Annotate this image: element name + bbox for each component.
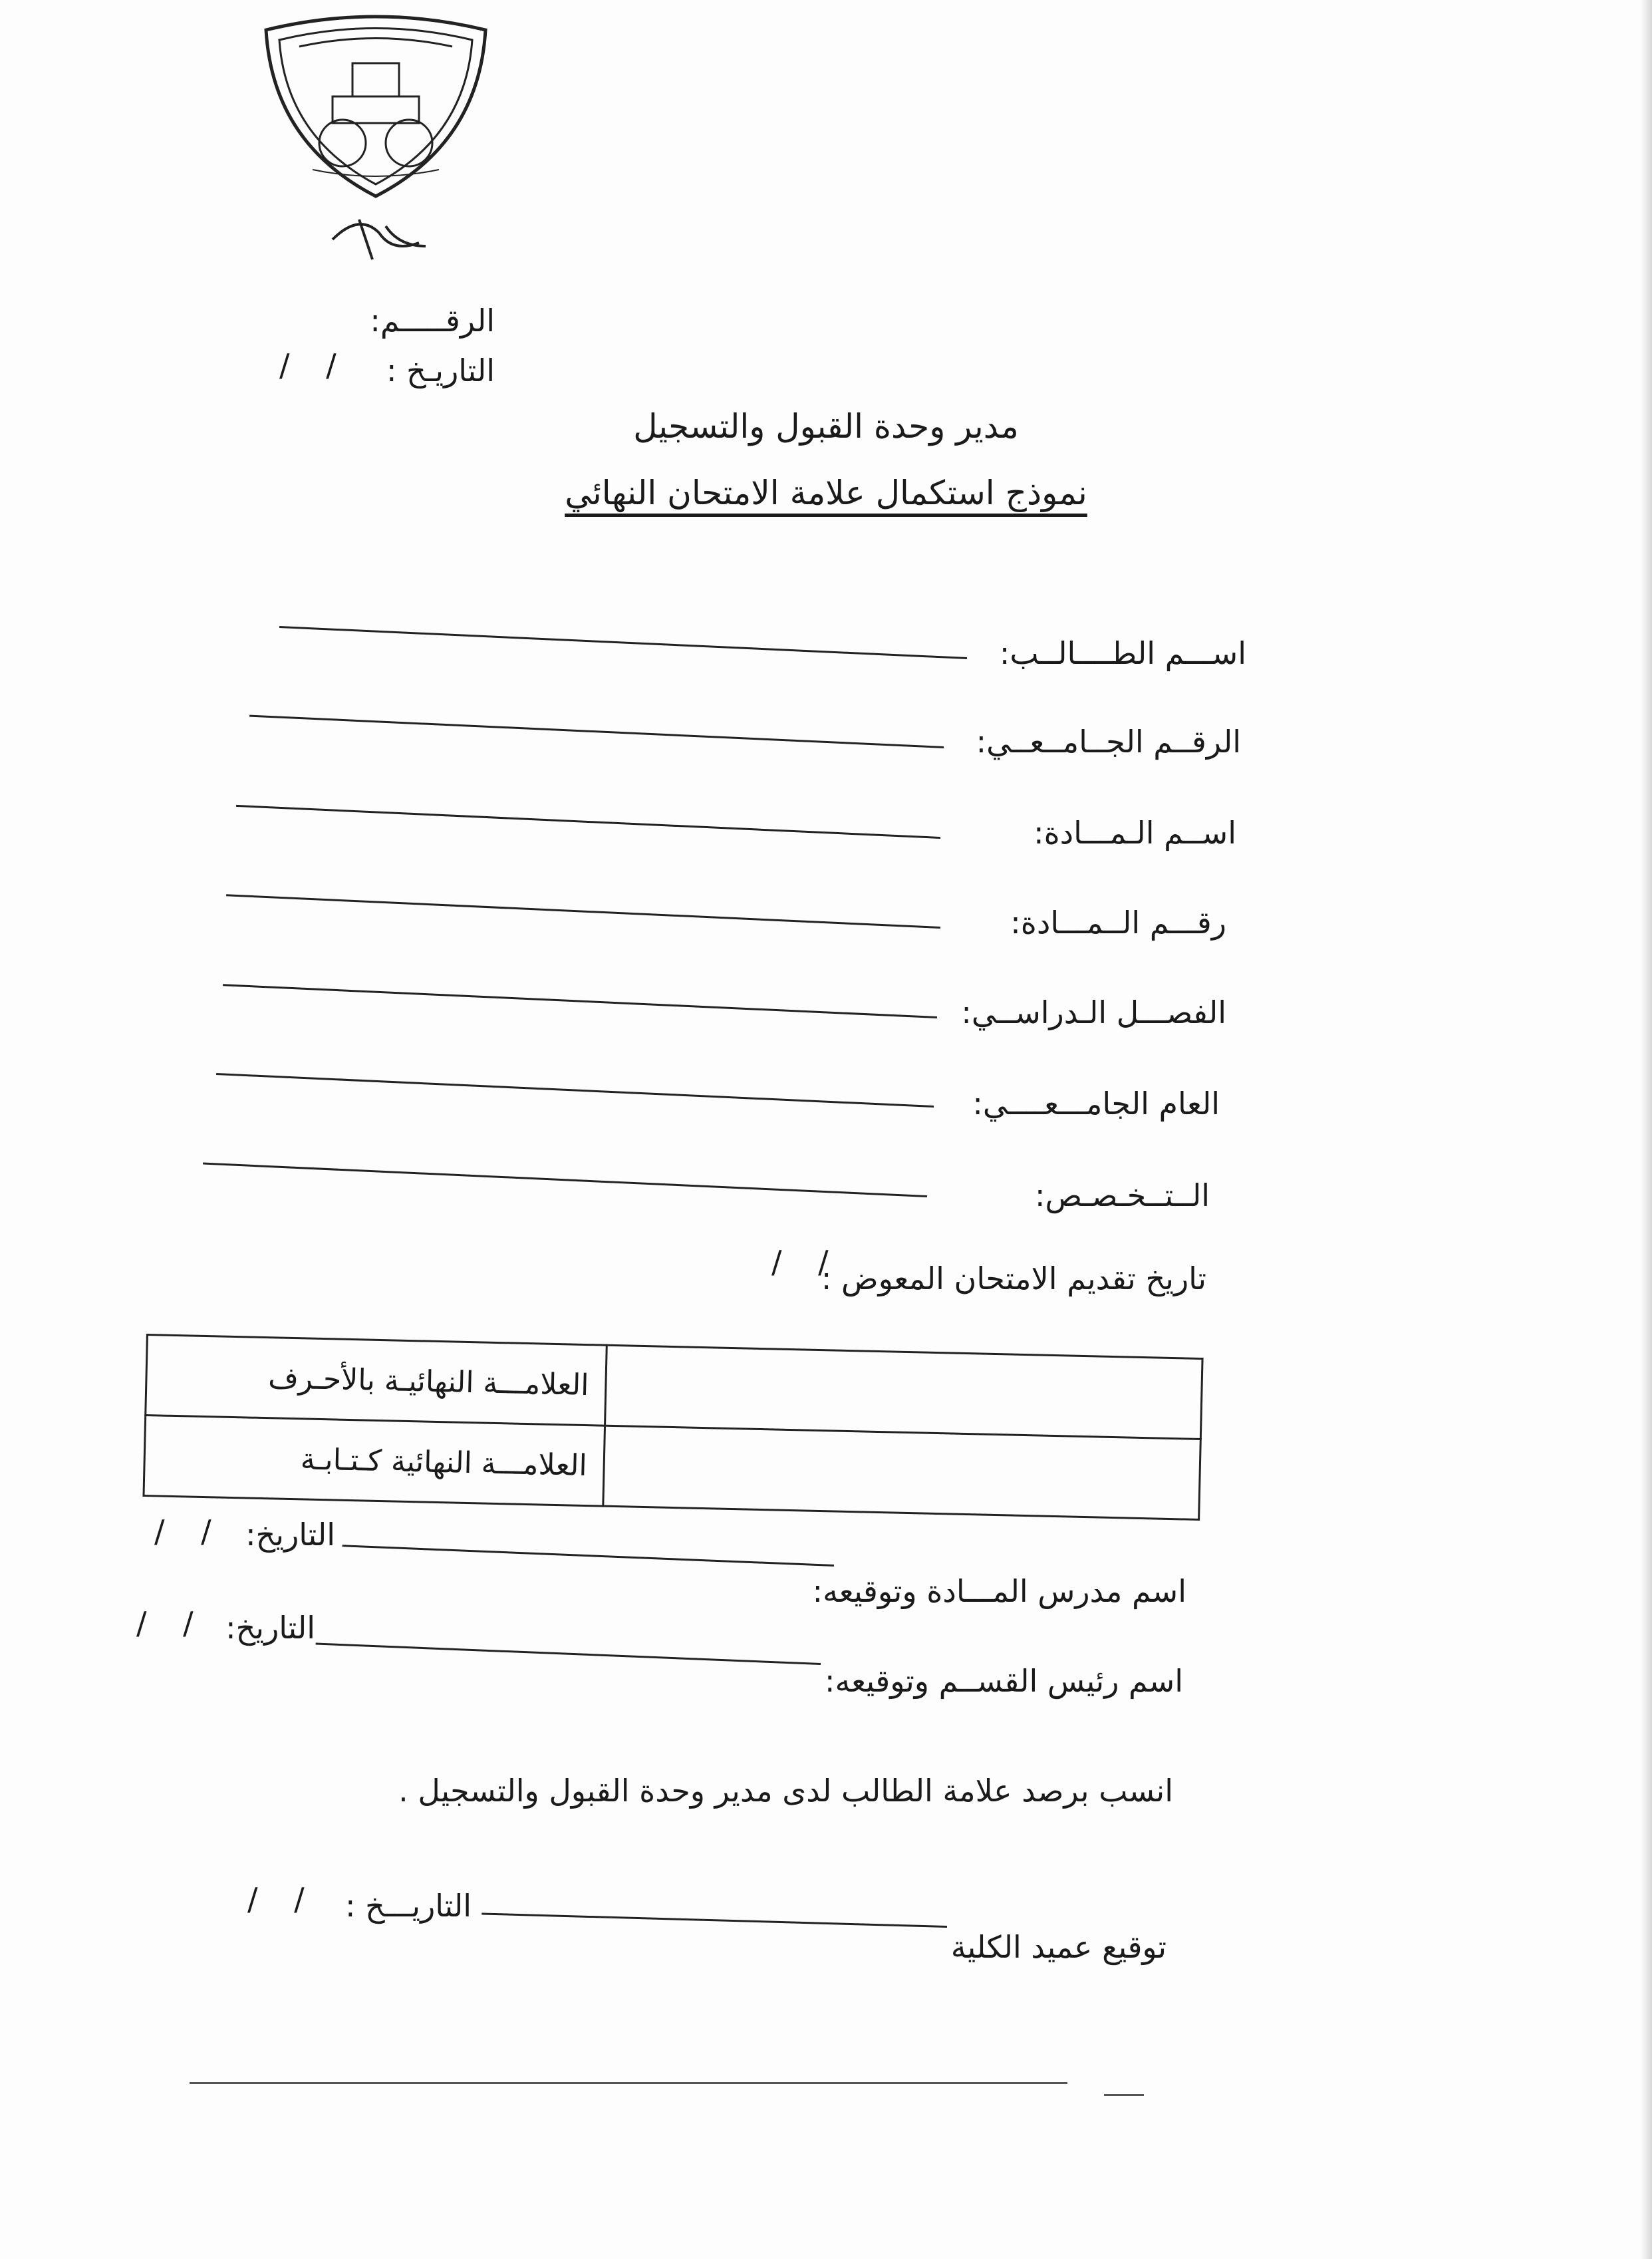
course-name-line[interactable] bbox=[236, 805, 940, 839]
final-mark-letters-cell[interactable] bbox=[605, 1345, 1203, 1439]
teacher-date-label: التاريخ: bbox=[245, 1517, 335, 1553]
head-signature-label: اسم رئيس القســم وتوقيعه: bbox=[824, 1663, 1183, 1699]
dean-date-slashes: / / bbox=[247, 1881, 318, 1917]
course-name-label: اســم الـمـــادة: bbox=[1033, 815, 1236, 851]
course-number-label: رقـــم الــمـــادة: bbox=[1010, 905, 1226, 941]
semester-label: الفصـــل الـدراســي: bbox=[961, 994, 1226, 1030]
recommendation-text: انسب برصد علامة الطالب لدى مدير وحدة القبول والتسجيل . bbox=[398, 1773, 1173, 1809]
specialization-line[interactable] bbox=[203, 1163, 927, 1197]
final-mark-written-cell[interactable] bbox=[603, 1426, 1201, 1519]
dean-date-label: التاريـــخ : bbox=[345, 1888, 472, 1924]
student-id-label: الرقــم الجــامــعــي: bbox=[976, 724, 1241, 760]
student-name-label: اســـم الطــــالــب: bbox=[999, 635, 1246, 671]
academic-year-label: العام الجامـــعــــي: bbox=[972, 1086, 1220, 1122]
teacher-signature-line[interactable] bbox=[343, 1545, 835, 1567]
makeup-exam-date-label: تاريخ تقديم الامتحان المعوض : bbox=[821, 1261, 1206, 1296]
scan-edge-shadow bbox=[1640, 0, 1652, 2259]
head-signature-line[interactable] bbox=[316, 1643, 821, 1665]
footer-divider-short bbox=[1104, 2094, 1144, 2096]
course-number-line[interactable] bbox=[226, 894, 940, 929]
head-date-slashes: / / bbox=[136, 1605, 207, 1641]
handwritten-initial bbox=[319, 206, 432, 266]
footer-divider-line bbox=[190, 2082, 1067, 2084]
reference-number-label: الرقـــــم: bbox=[370, 303, 495, 339]
header-date-label: التاريـخ : bbox=[386, 353, 495, 388]
makeup-exam-date-slashes: / / bbox=[771, 1244, 842, 1280]
student-name-line[interactable] bbox=[279, 626, 967, 659]
semester-line[interactable] bbox=[223, 984, 937, 1018]
addressee-title: مدير وحدة القبول والتسجيل bbox=[633, 407, 1019, 446]
final-mark-written-label: العلامـــة النهائية كـتـابـة bbox=[144, 1416, 605, 1507]
dean-signature-label: توقيع عميد الكلية bbox=[950, 1929, 1167, 1965]
teacher-signature-label: اسم مدرس المـــادة وتوقيعه: bbox=[812, 1573, 1186, 1609]
dean-signature-line[interactable] bbox=[482, 1912, 947, 1928]
specialization-label: الــتــخـصـص: bbox=[1035, 1177, 1210, 1213]
form-title: نموذج استكمال علامة الامتحان النهائي bbox=[565, 474, 1087, 512]
student-id-line[interactable] bbox=[249, 715, 944, 748]
header-date-slashes: / / bbox=[279, 347, 350, 383]
academic-year-line[interactable] bbox=[216, 1073, 934, 1108]
university-emblem-logo bbox=[246, 10, 505, 203]
head-date-label: التاريخ: bbox=[225, 1610, 315, 1646]
final-mark-letters-label: العلامـــة النهائيـة بالأحـرف bbox=[146, 1335, 607, 1426]
teacher-date-slashes: / / bbox=[154, 1513, 225, 1549]
final-marks-table bbox=[142, 1334, 1203, 1521]
